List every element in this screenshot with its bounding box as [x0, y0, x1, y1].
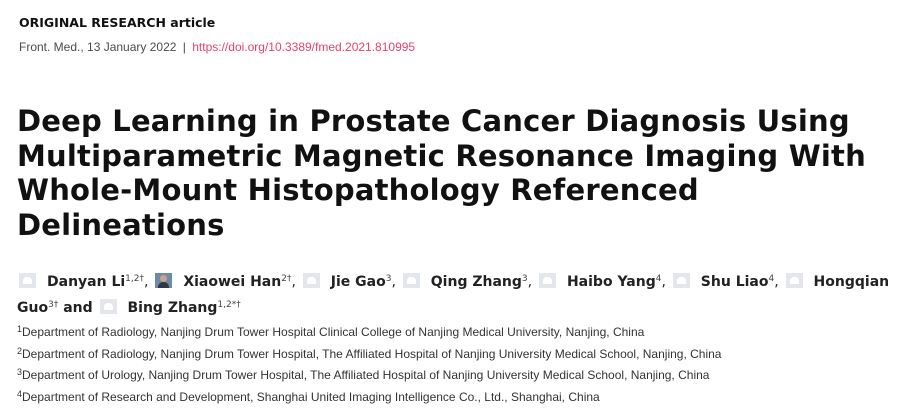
affiliation-text: Department of Research and Development, Shanghai United Imaging Intelligence Co., Ltd., Shanghai, China	[22, 389, 600, 404]
article-title: Deep Learning in Prostate Cancer Diagnosis Using Multiparametric Magnetic Resonance Imaging With Whole-Mount Histopathology Referenced Delineations	[17, 104, 866, 243]
affiliation-number: 2	[17, 345, 23, 356]
author-separator: ,	[391, 274, 396, 290]
placeholder-avatar-icon	[786, 273, 803, 288]
author-item[interactable]	[537, 274, 666, 290]
author-name[interactable]: Shu Liao	[700, 274, 769, 290]
author-affiliation-sup: 1,2†	[125, 274, 144, 284]
doi-link[interactable]: https://doi.org/10.3389/fmed.2021.810995	[192, 40, 416, 54]
article-meta	[19, 40, 415, 54]
author-affiliation-sup: 3	[385, 274, 392, 284]
placeholder-avatar-icon	[19, 273, 36, 288]
author-item[interactable]	[17, 274, 148, 290]
author-affiliation-sup: 2†	[281, 274, 292, 284]
affiliation-item	[17, 320, 721, 342]
and-conjunction: and	[63, 300, 93, 316]
author-name[interactable]: Qing Zhang	[430, 274, 522, 290]
author-item[interactable]	[401, 274, 532, 290]
author-affiliation-sup: 3	[521, 274, 528, 284]
placeholder-avatar-icon	[403, 273, 420, 288]
affiliation-item	[17, 385, 721, 407]
affiliation-number: 3	[17, 367, 23, 377]
author-name[interactable]: Danyan Li	[47, 274, 126, 290]
affiliation-text: Department of Radiology, Nanjing Drum Tower Hospital, The Affiliated Hospital of Nanjing University Medical School, Nanjing, China	[22, 346, 722, 361]
affiliation-text: Department of Radiology, Nanjing Drum Tower Hospital Clinical College of Nanjing Medical University, Nanjing, China	[22, 325, 645, 339]
affiliation-number: 1	[17, 324, 23, 334]
author-name[interactable]: Xiaowei Han	[183, 274, 282, 290]
author-name[interactable]: Jie Gao	[330, 274, 386, 290]
author-affiliation-sup: 3†	[48, 300, 59, 310]
affiliation-number: 4	[17, 388, 23, 399]
author-separator: ,	[527, 274, 533, 290]
affiliation-item	[17, 342, 721, 364]
author-item[interactable]	[784, 274, 814, 290]
author-item[interactable]	[671, 274, 779, 290]
meta-separator: |	[182, 40, 186, 54]
author-name[interactable]: Bing Zhang	[127, 300, 218, 316]
author-item[interactable]	[153, 274, 296, 290]
author-item[interactable]	[98, 300, 241, 316]
author-affiliation-sup: 1,2*†	[217, 300, 241, 310]
author-name[interactable]: Hongqian Guo	[17, 274, 890, 316]
journal-date: Front. Med., 13 January 2022	[19, 40, 177, 54]
author-affiliation-sup: 4	[655, 274, 662, 284]
author-separator: ,	[661, 274, 666, 290]
affiliation-list	[17, 320, 721, 406]
affiliation-item	[17, 363, 721, 385]
placeholder-avatar-icon	[303, 273, 320, 288]
placeholder-avatar-icon	[673, 273, 690, 288]
placeholder-avatar-icon	[539, 273, 556, 288]
placeholder-avatar-icon	[100, 299, 117, 314]
author-affiliation-sup: 4	[768, 274, 775, 284]
article-type-label: ORIGINAL RESEARCH article	[19, 15, 216, 30]
author-separator: ,	[144, 274, 149, 290]
author-name[interactable]: Haibo Yang	[566, 274, 656, 290]
author-list	[17, 268, 912, 320]
author-separator: ,	[291, 274, 296, 290]
author-item[interactable]	[301, 274, 396, 290]
author-photo-avatar	[155, 273, 172, 288]
author-separator: ,	[774, 274, 779, 290]
affiliation-text: Department of Urology, Nanjing Drum Tower Hospital, The Affiliated Hospital of Nanjing University Medical School, Nanjing, China	[22, 368, 710, 382]
